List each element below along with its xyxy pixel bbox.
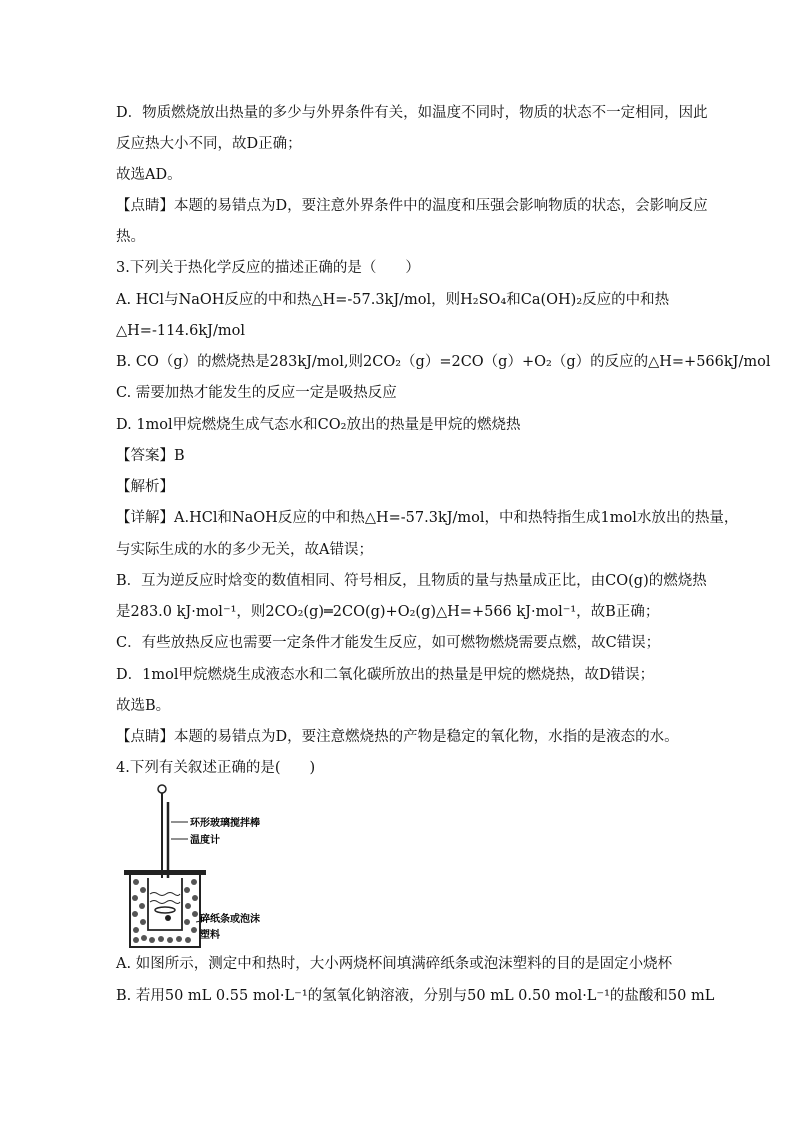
detail-line-7: 故选B。: [116, 698, 171, 714]
label-foam-1: 碎纸条或泡沫: [200, 914, 260, 925]
label-thermometer: 温度计: [190, 835, 220, 846]
answer: 【答案】B: [116, 448, 185, 464]
line-5: 热。: [116, 229, 145, 245]
question-4-title: 4.下列有关叙述正确的是( ): [116, 760, 316, 776]
option-4b: B. 若用50 mL 0.55 mol·L⁻¹的氢氧化钠溶液，分别与50 mL 0.50 mol·L⁻¹的盐酸和50 mL: [116, 988, 715, 1004]
detail-line-3: B．互为逆反应时焓变的数值相同、符号相反，且物质的量与热量成正比，由CO(g)的燃烧热: [116, 573, 707, 589]
calorimeter-diagram: [116, 782, 296, 952]
label-stirrer: 环形玻璃搅拌棒: [190, 818, 260, 829]
option-a-cont: △H=-114.6kJ/mol: [116, 323, 245, 339]
detail-line-1: 【详解】A.HCl和NaOH反应的中和热△H=-57.3kJ/mol，中和热特指生成1mol水放出的热量，: [116, 510, 739, 526]
detail-line-6: D．1mol甲烷燃烧生成液态水和二氧化碳所放出的热量是甲烷的燃烧热，故D错误；: [116, 667, 655, 683]
option-d: D. 1mol甲烷燃烧生成气态水和CO₂放出的热量是甲烷的燃烧热: [116, 417, 521, 433]
detail-line-4: 是283.0 kJ·mol⁻¹，则2CO₂(g)═2CO(g)+O₂(g)△H=+566 kJ·mol⁻¹，故B正确；: [116, 604, 660, 620]
calorimeter-figure: [116, 782, 296, 952]
note-line: 【点睛】本题的易错点为D，要注意燃烧热的产物是稳定的氧化物，水指的是液态的水。: [116, 729, 679, 745]
label-foam-2: 塑料: [200, 930, 220, 941]
analysis-heading: 【解析】: [116, 479, 174, 495]
detail-line-5: C．有些放热反应也需要一定条件才能发生反应，如可燃物燃烧需要点燃，故C错误；: [116, 635, 661, 651]
line-4: 【点睛】本题的易错点为D，要注意外界条件中的温度和压强会影响物质的状态，会影响反应: [116, 198, 708, 214]
line-1: D．物质燃烧放出热量的多少与外界条件有关，如温度不同时，物质的状态不一定相同，因此: [116, 105, 708, 121]
line-3: 故选AD。: [116, 167, 182, 183]
option-4a: A. 如图所示，测定中和热时，大小两烧杯间填满碎纸条或泡沫塑料的目的是固定小烧杯: [116, 956, 673, 972]
option-a: A. HCl与NaOH反应的中和热△H=-57.3kJ/mol，则H₂SO₄和Ca(OH)₂反应的中和热: [116, 292, 670, 308]
line-2: 反应热大小不同，故D正确；: [116, 136, 302, 152]
option-b: B. CO（g）的燃烧热是283kJ/mol,则2CO₂（g）=2CO（g）+O₂（g）的反应的△H=+566kJ/mol: [116, 354, 771, 370]
option-c: C. 需要加热才能发生的反应一定是吸热反应: [116, 385, 397, 401]
detail-line-2: 与实际生成的水的多少无关，故A错误；: [116, 542, 373, 558]
question-3-title: 3.下列关于热化学反应的描述正确的是（ ）: [116, 260, 420, 276]
